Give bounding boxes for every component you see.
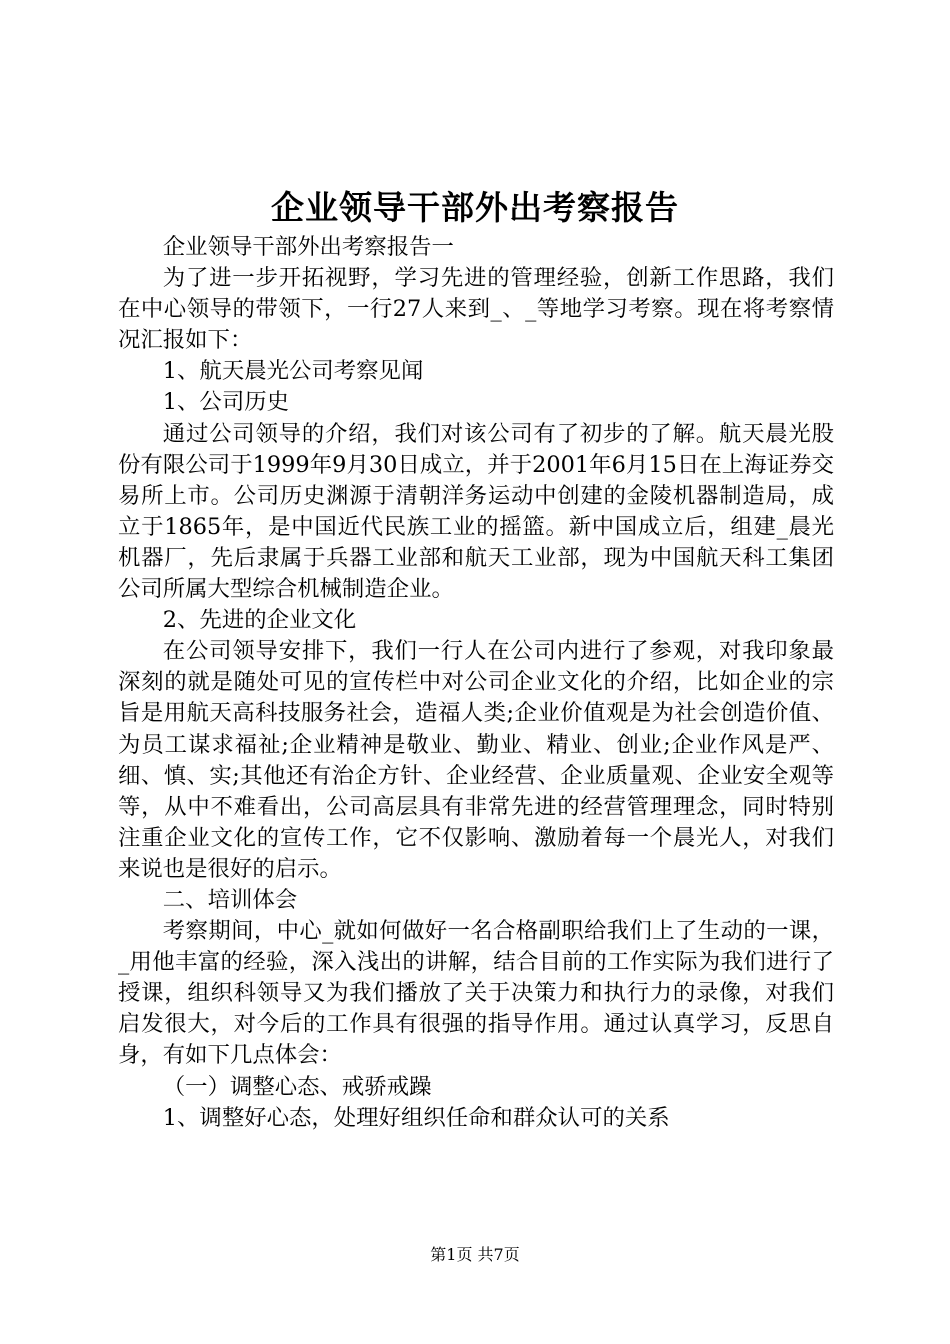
intro-paragraph: 为了进一步开拓视野，学习先进的管理经验，创新工作思路，我们在中心领导的带领下，一行27人来到_、_等地学习考察。现在将考察情况汇报如下： bbox=[118, 265, 834, 354]
subsection-heading-attitude: （一）调整心态、戒骄戒躁 bbox=[162, 1073, 432, 1100]
page-indicator: 第1页 共7页 bbox=[430, 1245, 520, 1264]
subtitle-paragraph: 企业领导干部外出考察报告一 bbox=[162, 234, 454, 260]
section-heading-2: 二、培训体会 bbox=[162, 886, 298, 913]
point-heading-1: 1、调整好心态，处理好组织任命和群众认可的关系 bbox=[162, 1104, 670, 1131]
subsection-heading-history: 1、公司历史 bbox=[162, 389, 289, 416]
document-title: 企业领导干部外出考察报告 bbox=[271, 188, 679, 227]
document-body bbox=[118, 232, 834, 1134]
subsection-heading-culture: 2、先进的企业文化 bbox=[162, 607, 357, 634]
history-paragraph: 通过公司领导的介绍，我们对该公司有了初步的了解。航天晨光股份有限公司于1999年9月30日成立，并于2001年6月15日在上海证券交易所上市。公司历史渊源于清朝洋务运动中创建的金陵机器制造局，成立于1865年，是中国近代民族工业的摇篮。新中国成立后，组建_晨光机器厂，先后隶属于兵器工业部和航天工业部，现为中国航天科工集团公司所属大型综合机械制造企业。 bbox=[118, 420, 834, 603]
training-paragraph: 考察期间，中心_就如何做好一名合格副职给我们上了生动的一课，_用他丰富的经验，深入浅出的讲解，结合目前的工作实际为我们进行了授课，组织科领导又为我们播放了关于决策力和执行力的录像，对我们启发很大，对今后的工作具有很强的指导作用。通过认真学习，反思自身，有如下几点体会： bbox=[118, 918, 834, 1069]
section-heading-1: 1、航天晨光公司考察见闻 bbox=[162, 358, 424, 385]
culture-paragraph: 在公司领导安排下，我们一行人在公司内进行了参观，对我印象最深刻的就是随处可见的宣传栏中对公司企业文化的介绍，比如企业的宗旨是用航天高科技服务社会，造福人类;企业价值观是为社会创造价值、为员工谋求福祉;企业精神是敬业、勤业、精业、创业;企业作风是严、细、慎、实;其他还有治企方针、企业经营、企业质量观、企业安全观等等，从中不难看出，公司高层具有非常先进的经营管理理念，同时特别注重企业文化的宣传工作，它不仅影响、激励着每一个晨光人，对我们来说也是很好的启示。 bbox=[118, 638, 834, 882]
